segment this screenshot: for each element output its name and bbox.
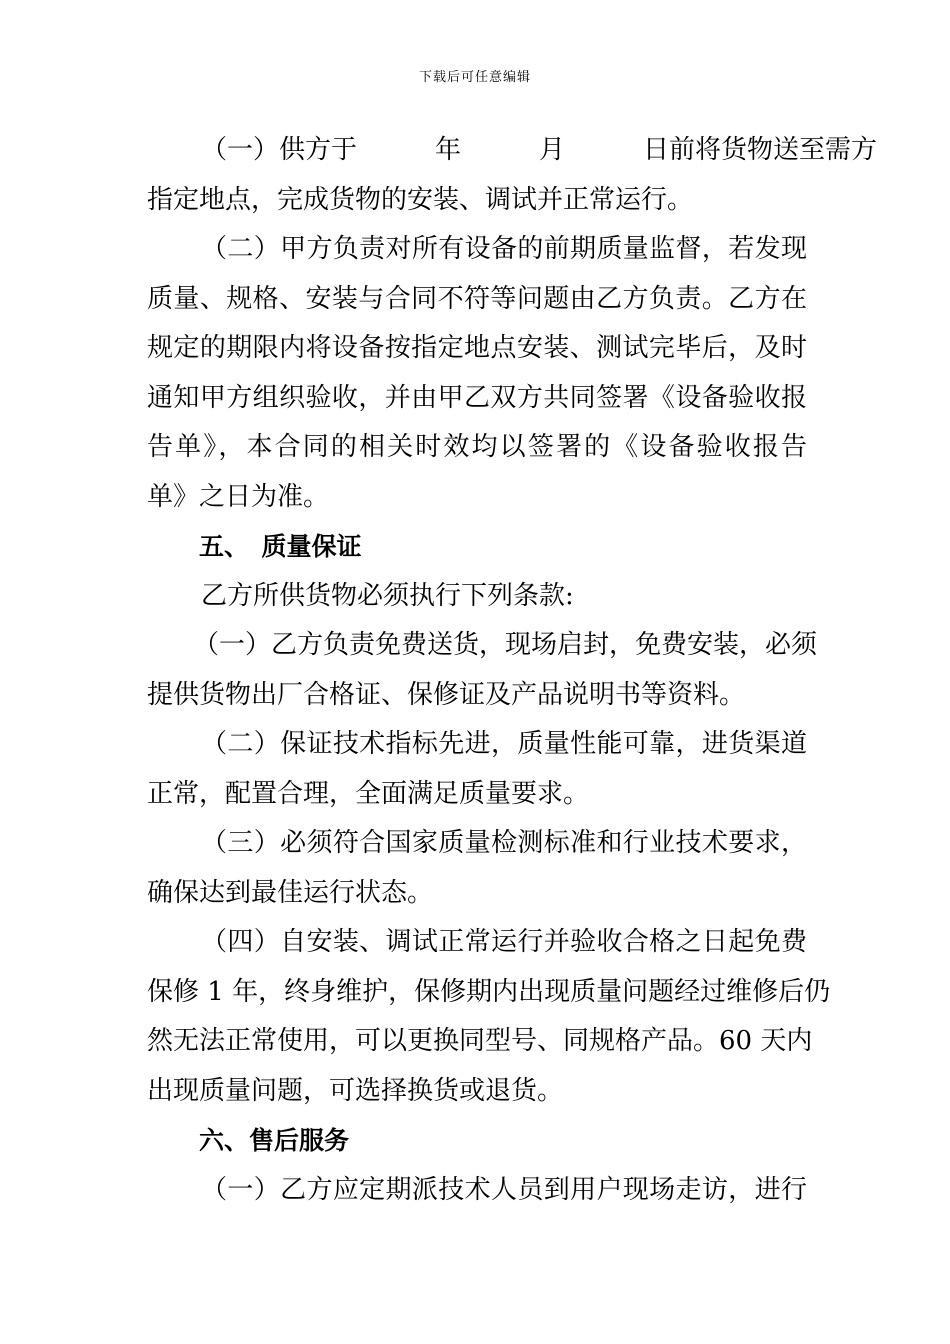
document-body [147,126,878,1215]
paragraph-line: （二）保证技术指标先进，质量性能可靠，进货渠道 [201,729,807,759]
paragraph-line: （一）乙方应定期派技术人员到用户现场走访，进行 [201,1174,807,1205]
section-heading-quality: 五、 质量保证 [199,532,362,561]
section-heading-service: 六、售后服务 [199,1126,350,1155]
paragraph-line: 通知甲方组织验收，并由甲乙双方共同签署《设备验收报 [147,382,807,413]
paragraph-line: 提供货物出厂合格证、保修证及产品说明书等资料。 [147,679,746,710]
paragraph-line: 指定地点，完成货物的安装、调试并正常运行。 [147,184,694,215]
paragraph-line: 正常，配置合理，全面满足质量要求。 [147,778,590,809]
paragraph-line: （三）必须符合国家质量检测标准和行业技术要求， [201,828,807,858]
paragraph-line: 告单》，本合同的相关时效均以签署的《设备验收报告 [147,432,807,462]
paragraph-line: （一）供方于 年 月 日前将货物送至需方 [201,135,878,165]
paragraph-line: （四）自安装、调试正常运行并验收合格之日起免费 [201,927,807,957]
paragraph-line: 出现质量问题，可选择换货或退货。 [147,1075,564,1106]
paragraph-line: 规定的期限内将设备按指定地点安装、测试完毕后，及时 [147,333,807,363]
paragraph-line: 单》之日为准。 [147,481,330,512]
paragraph-line: 然无法正常使用，可以更换同型号、同规格产品。60 天内 [147,1026,813,1056]
paragraph-line: 乙方所供货物必须执行下列条款: [201,580,574,611]
paragraph-line: 保修 1 年，终身维护，保修期内出现质量问题经过维修后仍 [147,976,831,1007]
page-header: 下载后可任意编辑 [418,70,531,85]
paragraph-line: （一）乙方负责免费送货，现场启封，免费安装，必须 [193,630,818,660]
paragraph-line: 确保达到最佳运行状态。 [147,877,434,908]
paragraph-line: （二）甲方负责对所有设备的前期质量监督，若发现 [201,234,807,264]
paragraph-line: 质量、规格、安装与合同不符等问题由乙方负责。乙方在 [147,283,807,314]
